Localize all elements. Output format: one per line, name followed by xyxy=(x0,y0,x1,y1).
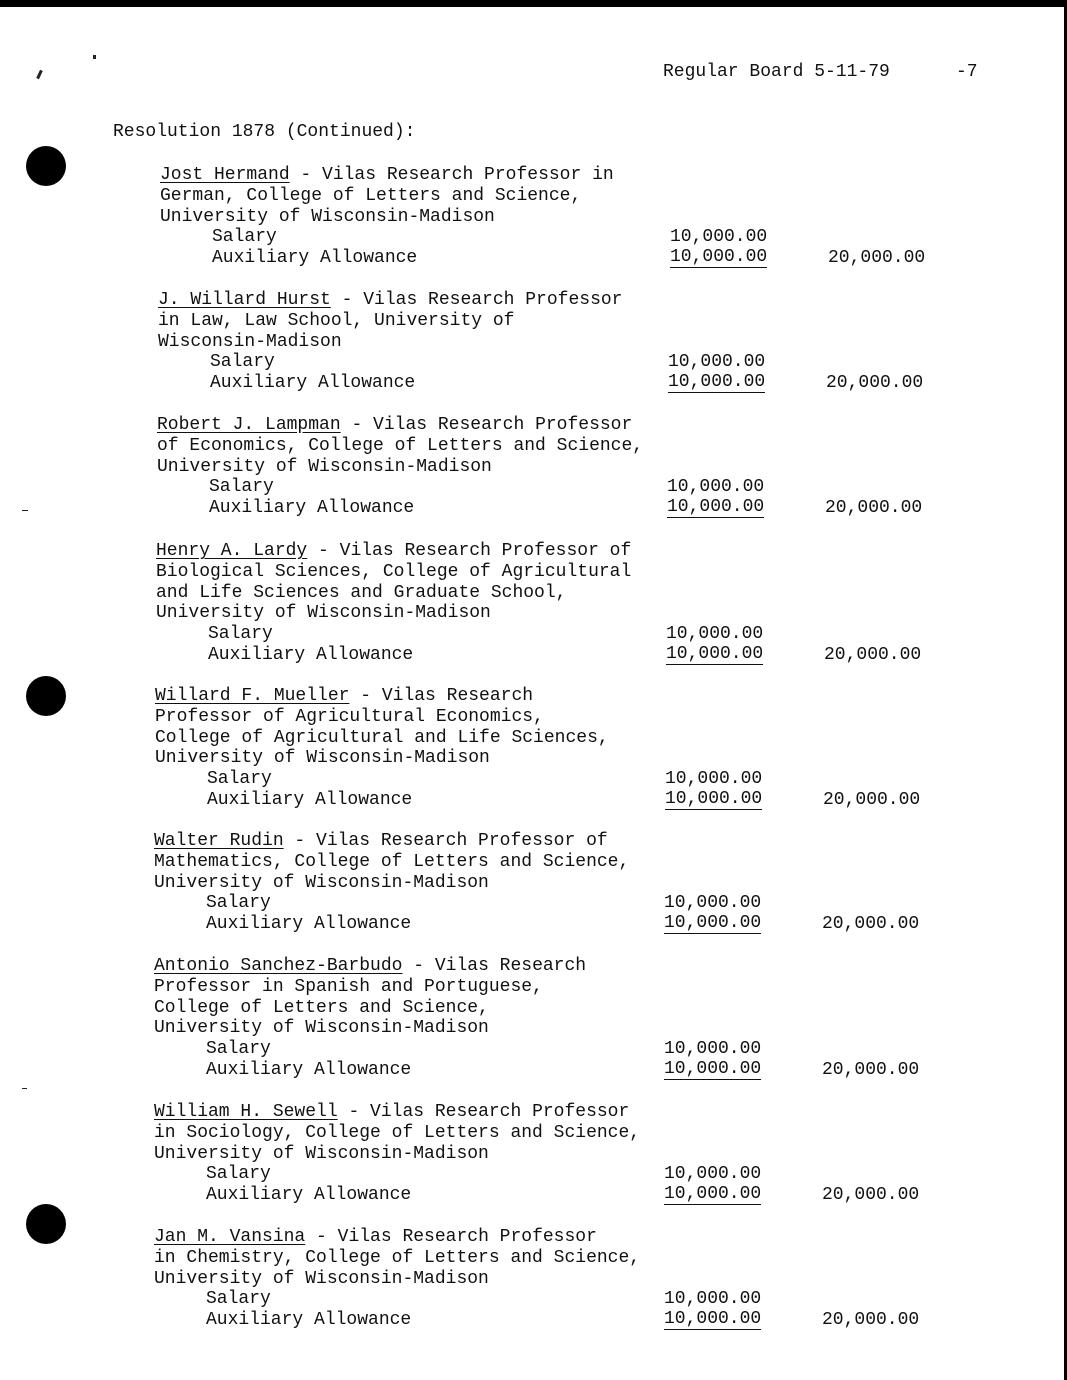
appointment-description-line: in Sociology, College of Letters and Science, xyxy=(154,1122,641,1143)
professor-name: Willard F. Mueller xyxy=(155,686,350,706)
salary-label: Salary xyxy=(206,893,271,914)
appointment-entry xyxy=(154,956,920,1081)
professor-name: Walter Rudin xyxy=(154,831,284,851)
allowance-row xyxy=(160,247,926,269)
salary-amount: 10,000.00 xyxy=(670,227,768,248)
appointment-title-start: - Vilas Research Professor in xyxy=(289,165,614,185)
appointment-title-start: - Vilas Research xyxy=(349,686,534,706)
scan-top-border xyxy=(0,0,1067,7)
total-amount: 20,000.00 xyxy=(822,914,920,935)
appointment-description-line: Mathematics, College of Letters and Science, xyxy=(154,851,630,872)
appointment-description-line: Professor in Spanish and Portuguese, xyxy=(154,976,543,997)
appointment-description-line: Wisconsin-Madison xyxy=(158,331,342,352)
appointment-description-line: College of Agricultural and Life Sciences, xyxy=(155,727,609,748)
scan-speck xyxy=(36,70,43,79)
professor-name: Jost Hermand xyxy=(160,165,290,185)
appointment-title-start: - Vilas Research Professor of xyxy=(283,831,608,851)
appointment-description-line: University of Wisconsin-Madison xyxy=(157,456,492,477)
salary-row xyxy=(154,1289,762,1310)
salary-amount: 10,000.00 xyxy=(667,477,765,498)
appointment-title-start: - Vilas Research Professor xyxy=(337,1102,630,1122)
professor-name: J. Willard Hurst xyxy=(158,290,331,310)
appointment-description-line: of Economics, College of Letters and Science, xyxy=(157,435,644,456)
total-amount: 20,000.00 xyxy=(823,789,921,810)
salary-row xyxy=(154,893,762,914)
appointment-description-line: Biological Sciences, College of Agricultural xyxy=(156,561,632,582)
allowance-label: Auxiliary Allowance xyxy=(206,1185,412,1206)
allowance-label: Auxiliary Allowance xyxy=(206,1310,412,1331)
salary-amount: 10,000.00 xyxy=(664,893,762,914)
appointment-entry xyxy=(154,831,920,935)
appointment-description-line: and Life Sciences and Graduate School, xyxy=(156,582,567,603)
punch-hole-bottom xyxy=(26,1204,66,1244)
allowance-row xyxy=(154,913,920,935)
appointment-description-line: University of Wisconsin-Madison xyxy=(154,872,489,893)
professor-name: Jan M. Vansina xyxy=(154,1227,306,1247)
salary-label: Salary xyxy=(206,1039,271,1060)
appointment-description-line: University of Wisconsin-Madison xyxy=(154,1268,489,1289)
allowance-label: Auxiliary Allowance xyxy=(210,373,416,394)
salary-row xyxy=(154,1039,762,1060)
allowance-amount: 10,000.00 xyxy=(667,497,765,518)
allowance-amount: 10,000.00 xyxy=(670,247,768,268)
salary-row xyxy=(160,227,768,248)
resolution-title: Resolution 1878 (Continued): xyxy=(113,122,416,142)
salary-label: Salary xyxy=(210,352,275,373)
appointment-description-line: in Chemistry, College of Letters and Science, xyxy=(154,1247,641,1268)
allowance-row xyxy=(154,1058,920,1081)
appointment-entry xyxy=(154,1102,920,1206)
appointment-description-line: University of Wisconsin-Madison xyxy=(160,206,495,227)
punch-hole-middle xyxy=(26,676,66,716)
punch-hole-top xyxy=(26,146,66,186)
allowance-label: Auxiliary Allowance xyxy=(206,914,412,935)
total-amount: 20,000.00 xyxy=(828,248,926,269)
allowance-row xyxy=(158,372,924,394)
professor-name: Antonio Sanchez-Barbudo xyxy=(154,956,403,976)
total-amount: 20,000.00 xyxy=(826,373,924,394)
total-amount: 20,000.00 xyxy=(824,644,922,665)
salary-row xyxy=(158,352,766,373)
allowance-label: Auxiliary Allowance xyxy=(209,498,415,519)
appointment-title-start: - Vilas Research Professor xyxy=(330,290,623,310)
allowance-row xyxy=(157,497,923,519)
allowance-row xyxy=(155,788,921,811)
salary-row xyxy=(155,769,763,790)
appointment-title-start: - Vilas Research Professor xyxy=(305,1227,597,1247)
appointment-entry xyxy=(156,541,922,666)
total-amount: 20,000.00 xyxy=(825,498,923,519)
allowance-amount: 10,000.00 xyxy=(666,643,764,664)
allowance-amount: 10,000.00 xyxy=(665,788,763,809)
salary-label: Salary xyxy=(208,624,273,645)
salary-label: Salary xyxy=(206,1164,271,1185)
salary-amount: 10,000.00 xyxy=(668,352,766,373)
appointment-description-line: University of Wisconsin-Madison xyxy=(156,603,491,624)
salary-amount: 10,000.00 xyxy=(664,1289,762,1310)
salary-row xyxy=(157,477,765,498)
appointment-entry xyxy=(158,290,924,394)
allowance-row xyxy=(156,643,922,666)
allowance-row xyxy=(154,1184,920,1206)
scan-speck xyxy=(93,55,96,59)
salary-amount: 10,000.00 xyxy=(665,769,763,790)
salary-amount: 10,000.00 xyxy=(664,1039,762,1060)
allowance-amount: 10,000.00 xyxy=(664,913,762,934)
allowance-amount: 10,000.00 xyxy=(664,1309,762,1330)
professor-name: William H. Sewell xyxy=(154,1102,338,1122)
allowance-label: Auxiliary Allowance xyxy=(208,644,414,665)
total-amount: 20,000.00 xyxy=(822,1185,920,1206)
salary-row xyxy=(154,1164,762,1185)
salary-row xyxy=(156,624,764,645)
appointment-description-line: University of Wisconsin-Madison xyxy=(154,1143,489,1164)
appointment-entry xyxy=(154,1227,920,1331)
appointment-description-line: College of Letters and Science, xyxy=(154,997,489,1018)
allowance-label: Auxiliary Allowance xyxy=(207,789,413,810)
meeting-header: Regular Board 5-11-79 xyxy=(663,62,890,82)
appointment-description-line: in Law, Law School, University of xyxy=(158,310,515,331)
allowance-label: Auxiliary Allowance xyxy=(206,1059,412,1080)
salary-label: Salary xyxy=(209,477,274,498)
scan-speck xyxy=(22,1088,27,1089)
salary-label: Salary xyxy=(207,769,272,790)
appointment-description-line: University of Wisconsin-Madison xyxy=(155,748,490,769)
page-number: -7 xyxy=(956,62,978,82)
salary-label: Salary xyxy=(206,1289,271,1310)
appointment-description-line: Professor of Agricultural Economics, xyxy=(155,706,544,727)
appointment-title-start: - Vilas Research Professor xyxy=(340,415,633,435)
appointment-entry xyxy=(155,686,921,811)
total-amount: 20,000.00 xyxy=(822,1059,920,1080)
allowance-row xyxy=(154,1309,920,1331)
appointment-entry xyxy=(160,165,926,269)
allowance-amount: 10,000.00 xyxy=(664,1184,762,1205)
total-amount: 20,000.00 xyxy=(822,1310,920,1331)
salary-amount: 10,000.00 xyxy=(666,624,764,645)
salary-label: Salary xyxy=(212,227,277,248)
appointment-title-start: - Vilas Research Professor of xyxy=(307,541,632,561)
appointment-title-start: - Vilas Research xyxy=(402,956,587,976)
salary-amount: 10,000.00 xyxy=(664,1164,762,1185)
allowance-label: Auxiliary Allowance xyxy=(212,248,418,269)
professor-name: Robert J. Lampman xyxy=(157,415,341,435)
allowance-amount: 10,000.00 xyxy=(664,1058,762,1079)
appointment-entry xyxy=(157,415,923,519)
appointment-description-line: University of Wisconsin-Madison xyxy=(154,1018,489,1039)
appointment-description-line: German, College of Letters and Science, xyxy=(160,185,582,206)
professor-name: Henry A. Lardy xyxy=(156,541,308,561)
allowance-amount: 10,000.00 xyxy=(668,372,766,393)
scan-speck xyxy=(22,510,28,511)
